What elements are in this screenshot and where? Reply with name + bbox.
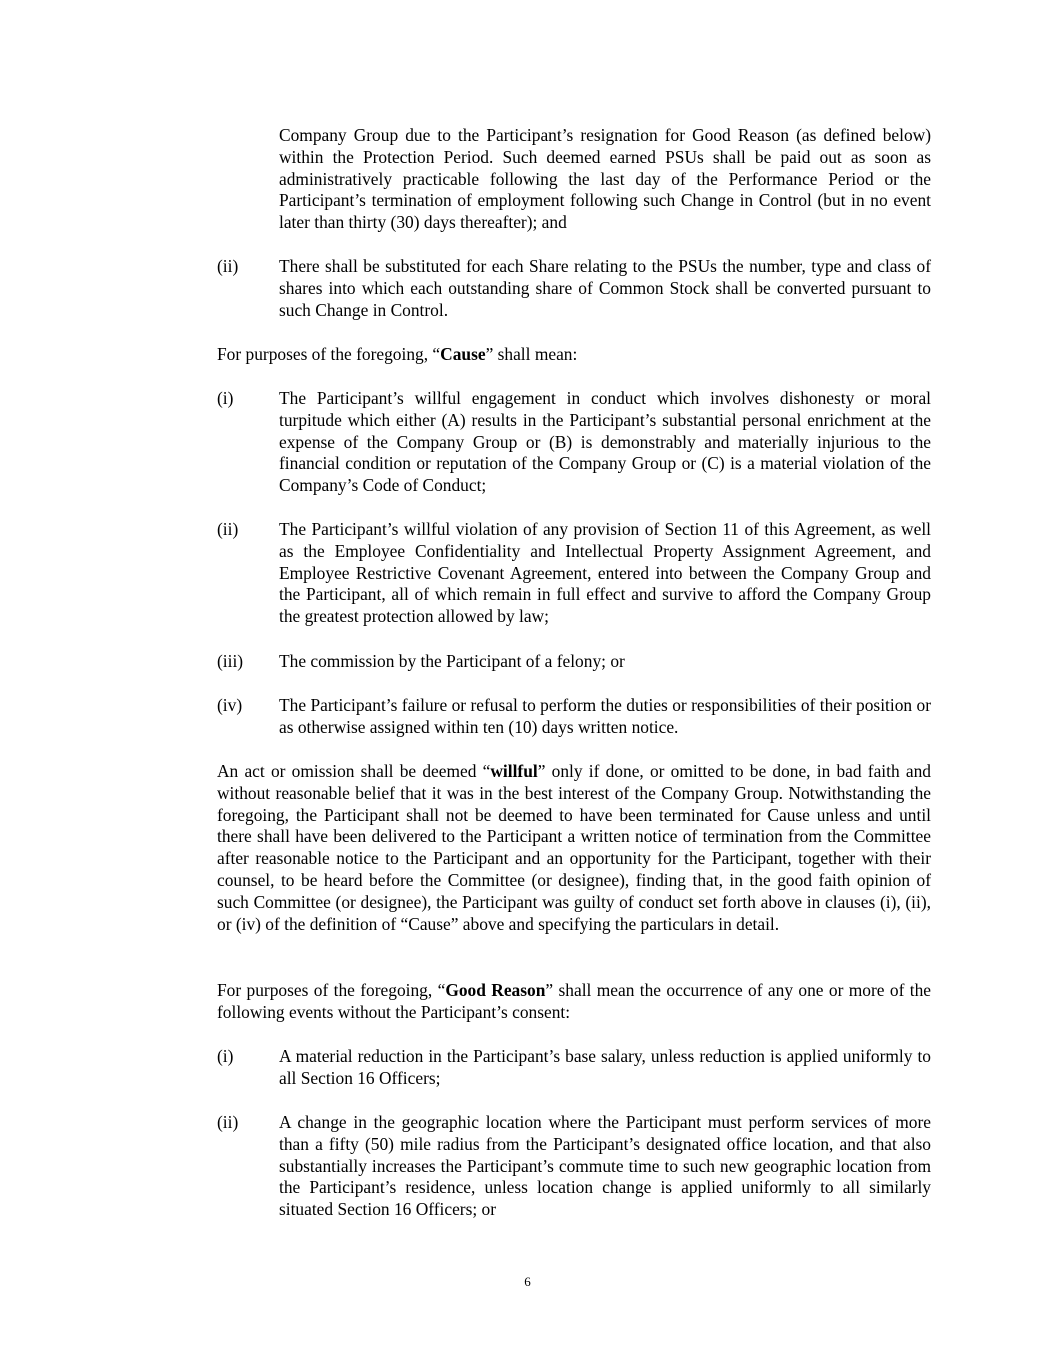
willful-definition-paragraph — [217, 761, 931, 935]
willful-before: An act or omission shall be deemed “ — [217, 761, 491, 781]
item-number: (ii) — [217, 519, 239, 539]
item-number: (ii) — [217, 256, 239, 276]
willful-after: ” only if done, or omitted to be done, in bad faith and without reasonable belief that it was in the best interest of the Company Group. Notwithstanding the foregoing, the Participant shall not be deemed to have been terminated for Cause unless and until there shall have been delivered to the Participant a written notice of termination from the Committee after reasonable notice to the Participant and an opportunity for the Participant, together with their counsel, to be heard before the Committee (or designee), finding that, in the good faith opinion of such Committee (or designee), the Participant was guilty of conduct set forth above in clauses (i), (ii), or (iv) of the definition of “Cause” above and specifying the particulars in detail. — [217, 761, 931, 934]
item-number: (iv) — [217, 695, 243, 715]
item-text: A change in the geographic location where the Participant must perform services of more than a fifty (50) mile radius from the Participant’s designated office location, and that also substantially increases the Participant’s commute time to such new geographic location from the Participant’s residence, unless location change is applied uniformly to all similarly situated Section 16 Officers; or — [279, 1112, 931, 1220]
good-reason-intro-before: For purposes of the foregoing, “ — [217, 980, 446, 1000]
item-text: There shall be substituted for each Share relating to the PSUs the number, type and class of shares into which each outstanding share of Common Stock shall be converted pursuant to such Change in Control. — [279, 256, 931, 320]
cause-intro-before: For purposes of the foregoing, “ — [217, 344, 441, 364]
item-number: (ii) — [217, 1112, 239, 1132]
cause-intro-paragraph — [217, 344, 931, 366]
item-text: The commission by the Participant of a felony; or — [279, 651, 625, 671]
item-number: (iii) — [217, 651, 244, 671]
good-reason-intro-paragraph — [217, 980, 931, 1024]
item-text: The Participant’s willful engagement in conduct which involves dishonesty or moral turpitude which either (A) results in the Participant’s substantial personal enrichment at the expense of the Company Group or (B) is demonstrably and materially injurious to the financial condition or reputation of the Company Group or (C) is a material violation of the Company’s Code of Conduct; — [279, 388, 931, 496]
item-text: The Participant’s willful violation of any provision of Section 11 of this Agreement, as well as the Employee Confidentiality and Intellectual Property Assignment Agreement, and Employee Restrictive Covenant Agreement, entered into between the Company Group and the Participant, all of which remain in full effect and survive to afford the Company Group the greatest protection allowed by law; — [279, 519, 931, 627]
item-text: A material reduction in the Participant’s base salary, unless reduction is applied uniformly to all Section 16 Officers; — [279, 1046, 931, 1088]
good-reason-term: Good Reason — [445, 980, 546, 1000]
cause-term: Cause — [440, 344, 486, 364]
continuation-paragraph: Company Group due to the Participant’s resignation for Good Reason (as defined below) within the Protection Period. Such deemed earned PSUs shall be paid out as soon as administratively practicable following the last day of the Performance Period or the Participant’s termination of employment following such Change in Control (but in no event later than thirty (30) days thereafter); and — [279, 125, 931, 233]
willful-term: willful — [490, 761, 538, 781]
item-number: (i) — [217, 388, 234, 408]
item-text: The Participant’s failure or refusal to perform the duties or responsibilities of their position or as otherwise assigned within ten (10) days written notice. — [279, 695, 931, 737]
page-number: 6 — [524, 1274, 531, 1289]
cause-intro-after: ” shall mean: — [485, 344, 578, 364]
item-number: (i) — [217, 1046, 234, 1066]
good-reason-intro-after: ” shall mean the occurrence of any one or more of the following events without the Participant’s consent: — [217, 980, 932, 1022]
